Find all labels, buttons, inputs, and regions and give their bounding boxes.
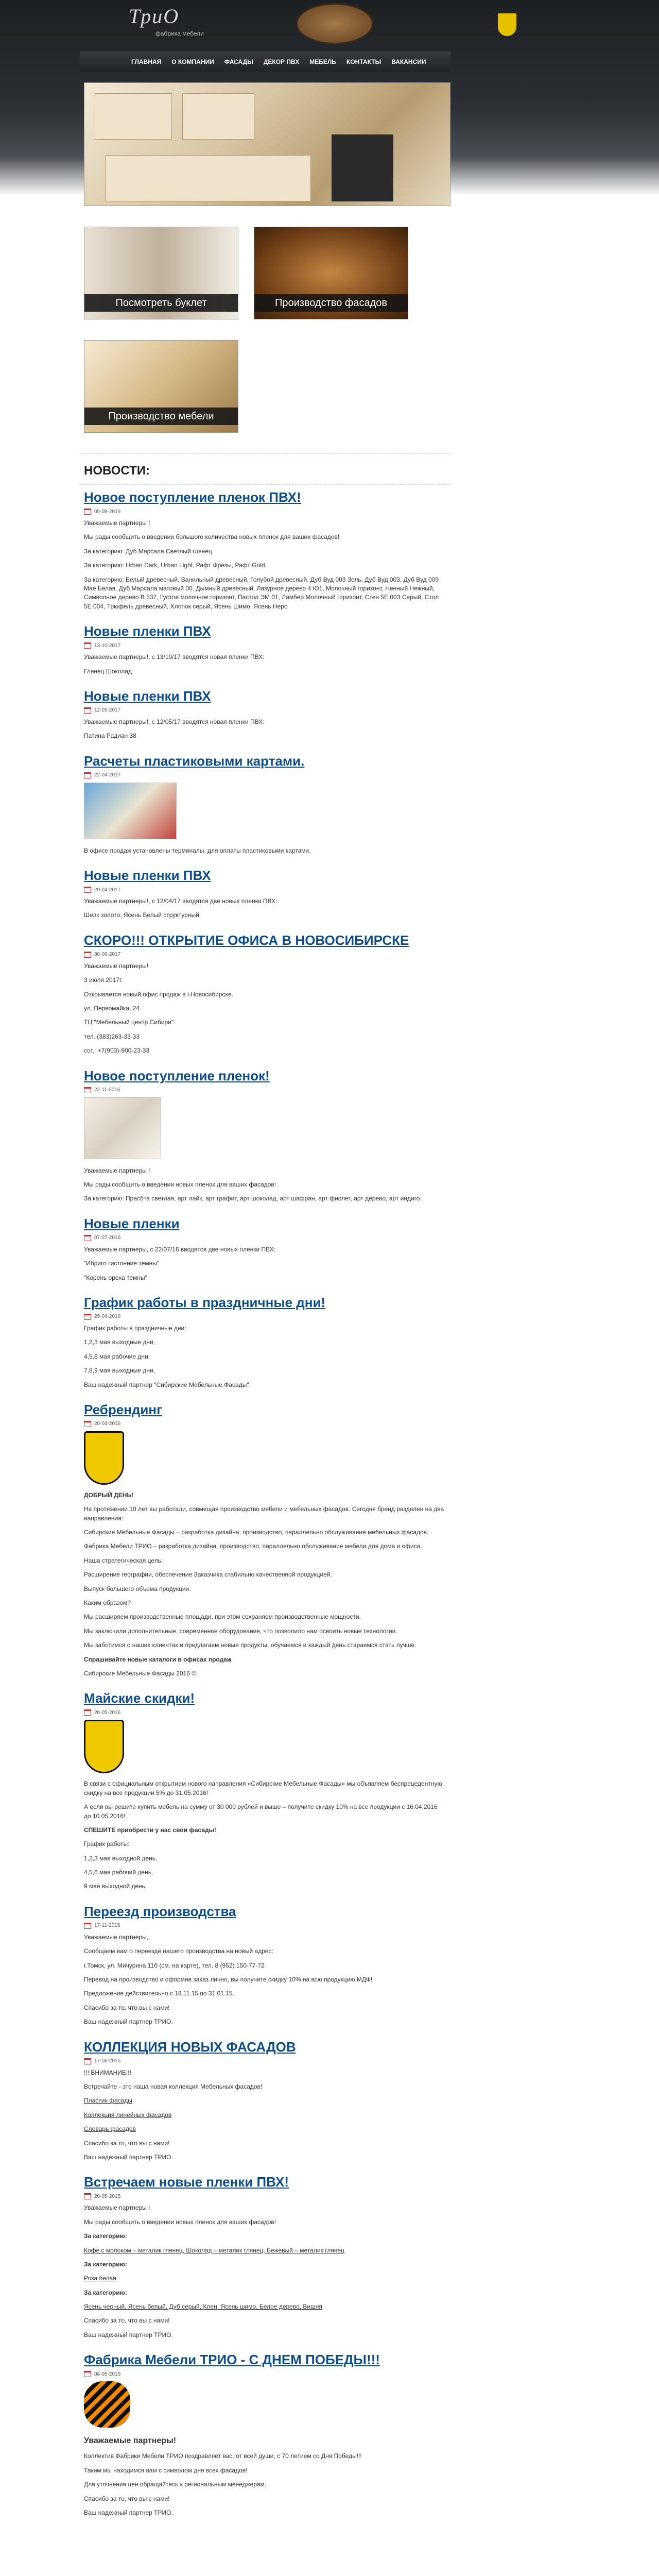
news-text: Ваш надежный партнер "Сибирские Мебельные Фасады". [84, 1381, 251, 1388]
news-text: Уважаемые партнеры! [84, 2436, 177, 2446]
news-article [84, 1904, 444, 2027]
header [80, 0, 450, 52]
facade-collection-link[interactable]: Коллекция линейных фасадов [84, 2111, 172, 2119]
calendar-icon [84, 642, 91, 649]
calendar-icon [84, 1314, 91, 1320]
news-text: Уважаемые партнеры ! [84, 1166, 150, 1174]
news-text: Каким образом? [84, 1599, 131, 1607]
film-link[interactable]: Роза белая [84, 2275, 116, 2282]
news-article-title[interactable]: Встречаем новые пленки ПВХ! [84, 2174, 289, 2190]
calendar-icon [84, 2193, 91, 2199]
calendar-icon [84, 952, 91, 958]
page-wrapper [80, 0, 450, 2516]
news-text: 3 июля 2017г. [84, 976, 123, 984]
news-text: Выпуск большего объема продукции. [84, 1585, 191, 1592]
hero-banner-image [84, 82, 450, 206]
news-text: В связи с официальным открытием нового направления «Сибирские Мебельные Фасады» мы объявляем беспрецедентную скидку на все продукции 5% до 31.05.2016! [84, 1780, 442, 1797]
news-article-title[interactable]: Новые пленки ПВХ [84, 868, 211, 884]
news-text: За категорию: [84, 2260, 127, 2268]
divider [80, 453, 450, 454]
news-text: График работы в праздничные дни: [84, 1324, 186, 1332]
calendar-icon [84, 887, 91, 893]
news-date: 17-06-2015 [84, 2058, 444, 2064]
news-text: График работы: [84, 1840, 130, 1848]
news-article [84, 1068, 444, 1204]
news-text: Сообщаем вам о переезде нашего производства на новый адрес: [84, 1947, 273, 1955]
news-date: 20-04-2017 [84, 887, 444, 893]
news-text: Расширение географии, обеспечение Заказчика стабильно качественной продукцией. [84, 1571, 332, 1579]
nav-furniture[interactable]: МЕБЕЛЬ [309, 58, 336, 65]
news-article [84, 868, 444, 920]
news-text: Уважаемые партнеры ! [84, 519, 150, 527]
news-article-title[interactable]: КОЛЛЕКЦИЯ НОВЫХ ФАСАДОВ [84, 2039, 296, 2055]
news-date: 12-05-2017 [84, 707, 444, 714]
brand-badge-icon [497, 12, 517, 37]
news-text: Уважаемые партнеры ! [84, 2204, 150, 2212]
news-text: Уважаемые партнеры, [84, 1933, 149, 1941]
facades-tile[interactable] [254, 227, 408, 319]
calendar-icon [84, 1709, 91, 1716]
news-article [84, 933, 444, 1056]
film-link[interactable]: Ясень черный, Ясень белый, Дуб серый, Клен, Ясень шимо, Белое дерево, Вишня [84, 2303, 322, 2311]
news-text: Уважаемые партнеры! [84, 962, 149, 970]
news-date: 22-04-2017 [84, 772, 444, 778]
news-article [84, 489, 444, 611]
news-text: За категорию: [84, 2289, 127, 2296]
siberian-facades-logo-image [84, 1431, 124, 1485]
news-date: 07-07-2016 [84, 1235, 444, 1241]
nav-home[interactable]: ГЛАВНАЯ [131, 58, 162, 65]
siberian-facades-logo-image [84, 1720, 124, 1773]
news-text: "Корень ореха темны" [84, 1274, 147, 1281]
news-date: 13-10-2017 [84, 642, 444, 649]
news-text: Таким мы находимся вам с символом дня всех фасадов! [84, 2466, 248, 2474]
nav-about[interactable]: О КОМПАНИИ [171, 58, 214, 65]
news-text: Спасибо за то, что вы с нами! [84, 2317, 170, 2325]
calendar-icon [84, 1235, 91, 1241]
news-text: Уважаемые партнеры!, с 13/10/17 вводятся новая пленки ПВХ: [84, 653, 265, 661]
news-article-title[interactable]: Фабрика Мебели ТРИО - С ДНЕМ ПОБЕДЫ!!! [84, 2352, 380, 2368]
news-text: За категорию: Белый древесный, Ванильный древесный, Голубой древесный, Дуб Вуд 003 Зель, Дуб Вуд 003, Дуб Вуд 009 Мае Белая, Дуб Марсала матовый 00, Дымный древесный, Лазурное дерево 4 Ю1, Молочный горизонт, Ненный Нежный, Символное дерево В 537, Густое молочное горизонт, Пастол ЭМ 01, Ламбер Молочный горизонт, Стен 5Е 003 Серый, Стол 5Е 004, Трюфель древесный, Хлопок серый, Ясень Шимо, Ясень Неро [84, 575, 439, 610]
furniture-tile[interactable] [84, 340, 238, 433]
news-text: Мы рады сообщить о введении большого количества новых пленок для ваших фасадов! [84, 533, 340, 541]
pvc-film-sample-image [84, 1097, 161, 1159]
news-article [84, 1295, 444, 1389]
news-text: Глянец Шоколад [84, 667, 132, 675]
logo-text: ТриО [129, 5, 180, 28]
news-text: А если вы решите купить мебель на сумму от 30 000 рублей и выше – получите скидку 10% на все продукции с 16.04.2016 до 10.05.2016! [84, 1803, 438, 1820]
news-text: 1,2,3 мая выходные дни, [84, 1338, 155, 1346]
news-text: Открывается новый офис продаж в г.Новосибирске. [84, 990, 233, 998]
news-article-title[interactable]: Новые пленки ПВХ [84, 688, 211, 704]
facades-tile-caption: Производство фасадов [254, 294, 408, 312]
logo-subtitle: фабрика мебели [155, 30, 204, 37]
news-text: ДОБРЫЙ ДЕНЬ! [84, 1491, 134, 1499]
calendar-icon [84, 1087, 91, 1093]
news-text: !!! ВНИМАНИЕ!!! [84, 2069, 131, 2076]
news-text: "Ибриго гистонние темны" [84, 1260, 160, 1267]
news-article-title[interactable]: Майские скидки! [84, 1690, 195, 1706]
st-george-ribbon-image [84, 2381, 130, 2428]
news-article-title[interactable]: Ребрендинг [84, 1401, 162, 1417]
news-text: ТЦ "Мебельный центр Сибири" [84, 1019, 174, 1026]
news-list [84, 489, 444, 2530]
brand-plaque-image [296, 3, 373, 44]
news-text: В офисе продаж установлены терминалы, для оплаты пластиковыми картами. [84, 846, 311, 854]
divider [80, 484, 450, 485]
news-text: Спасибо за то, что вы с нами! [84, 2139, 170, 2147]
news-text: г.Томск, ул. Мичурина 11б (см. на карте), тел. 8 (952) 150-77-72 [84, 1961, 265, 1969]
calendar-icon [84, 1923, 91, 1929]
news-text: Коллектив Фабрики Мебели ТРИО поздравляет вас, от всей души, с 70 летием со Дня Победы!!! [84, 2452, 362, 2460]
news-text: Патина Радиан 38 [84, 732, 136, 740]
news-text: сот.: +7(903)-900-23-33 [84, 1047, 150, 1055]
news-text: Фабрика Мебели ТРИО – разработка дизайна, производство, параллельно обслуживание мебели для дома и офиса. [84, 1543, 422, 1550]
news-text: Спасибо за то, что вы с нами! [84, 2495, 170, 2502]
facade-collection-link[interactable]: Словарь фасадов [84, 2125, 136, 2133]
news-text: Спасибо за то, что вы с нами! [84, 2004, 170, 2011]
news-text: Наша стратегическая цель: [84, 1556, 163, 1564]
calendar-icon [84, 2371, 91, 2377]
main-nav [80, 52, 450, 72]
news-text: 4,5,6 мая рабочий день, [84, 1869, 153, 1876]
news-text: Уважаемые партнеры, с 22/07/16 вводятся две новых пленки ПВХ: [84, 1245, 275, 1253]
booklet-tile-caption: Посмотреть буклет [84, 294, 238, 312]
news-article [84, 688, 444, 741]
news-article [84, 2039, 444, 2162]
news-text: Встречайте - это наша новая коллекция Мебельных фасадов! [84, 2083, 263, 2090]
news-text: На протяжении 10 лет вы работали, совмещая производство мебели и мебельных фасадов. Сегодня бренд разделен на два направления: [84, 1505, 444, 1522]
news-article [84, 623, 444, 676]
news-text: СПЕШИТЕ приобрести у нас свои фасады! [84, 1826, 216, 1834]
news-text: Уважаемые партнеры!, с 12/05/17 вводятся новая пленки ПВХ: [84, 718, 265, 725]
calendar-icon [84, 1421, 91, 1427]
news-date: 29-04-2016 [84, 1314, 444, 1320]
news-text: Мы рады сообщить о введении новых пленок для ваших фасадов! [84, 1180, 276, 1188]
news-text: ул. Первомайка, 24 [84, 1005, 140, 1012]
calendar-icon [84, 509, 91, 515]
news-heading: НОВОСТИ: [84, 464, 150, 478]
news-text: За категорию: Urban Dark, Urban Light, Рафт Фрезы, Рафт Gold, [84, 562, 267, 569]
news-article [84, 1690, 444, 1891]
news-text: Сибирские Мебельные Фасады – разработка дизайна, производство, параллельно обслуживание мебельных фасадов. [84, 1529, 429, 1536]
news-article-title[interactable]: Новое поступление пленок! [84, 1067, 270, 1083]
news-text: 7,8,9 мая выходные дни, [84, 1367, 155, 1375]
news-article-title[interactable]: График работы в праздничные дни! [84, 1294, 326, 1310]
news-date: 20-05-2015 [84, 2193, 444, 2199]
news-text: Ваш надежный партнер ТРИО. [84, 2153, 173, 2161]
news-text: За категорию: [84, 2232, 127, 2240]
booklet-tile[interactable] [84, 227, 238, 319]
news-date: 20-04-2016 [84, 1421, 444, 1427]
news-article [84, 753, 444, 855]
news-text: Мы заботимся о наших клиентах и предлагаем новые продукты, обучаемся и каждый день стараемся стать лучше. [84, 1641, 417, 1649]
news-text: Перевод на производство и оформив заказ лично, вы получите скидку 10% на всю продукцию МДФ! [84, 1976, 373, 1984]
calendar-icon [84, 707, 91, 714]
news-date: 20-05-2016 [84, 1709, 444, 1716]
news-article-title[interactable]: Расчеты пластиковыми картами. [84, 753, 305, 769]
news-text: За категорию: Дуб Марсала Светлый глянец [84, 547, 212, 555]
film-link[interactable]: Кофе с молоком – металик глянец, Шоколад – металик глянец, Бежевый – металик глянец [84, 2246, 344, 2254]
news-text: Мы расширяем производственные площади, при этом сохраняем производственные мощности. [84, 1613, 361, 1621]
calendar-icon [84, 772, 91, 778]
news-text: Шелк золото, Ясень Белый структурный [84, 911, 199, 919]
news-text: тел. (383)263-33-33 [84, 1032, 140, 1040]
news-text: Сибирские Мебельные Фасады 2016 © [84, 1669, 197, 1677]
news-text: 1,2,3 мая выходной день, [84, 1854, 158, 1862]
news-article-title[interactable]: Переезд производства [84, 1903, 236, 1919]
news-article [84, 2352, 444, 2517]
news-date: 30-06-2017 [84, 952, 444, 958]
news-text: Ваш надежный партнер ТРИО. [84, 2018, 173, 2026]
nav-vacancies[interactable]: ВАКАНСИИ [391, 58, 426, 65]
news-article-title[interactable]: СКОРО!!! ОТКРЫТИЕ ОФИСА В НОВОСИБИРСКЕ [84, 932, 409, 948]
furniture-tile-caption: Производство мебели [84, 408, 238, 425]
news-text: Мы рады сообщить о введении новых пленок для ваших фасадов! [84, 2218, 276, 2226]
news-text: Ваш надежный партнер ТРИО. [84, 2509, 173, 2516]
news-date: 08-05-2015 [84, 2371, 444, 2377]
news-date: 22-11-2016 [84, 1087, 444, 1093]
credit-cards-image [84, 783, 177, 839]
news-text: 9 мая выходной день. [84, 1883, 147, 1890]
news-text: 4,5,6 мая рабочие дни, [84, 1352, 150, 1360]
news-article-title[interactable]: Новые пленки ПВХ [84, 623, 211, 639]
nav-pvc-decor[interactable]: ДЕКОР ПВХ [263, 58, 300, 65]
news-text: Предложение действительно с 18.11.15 по 31.01.15. [84, 1990, 234, 1997]
news-text: За категорию: Прасбта светлая, арт лайк, арт графит, арт шоколад, арт шафран, арт фиолет, арт дерево, арт индиго. [84, 1195, 422, 1202]
news-date: 17-11-2015 [84, 1923, 444, 1929]
nav-facades[interactable]: ФАСАДЫ [224, 58, 253, 65]
news-article-title[interactable]: Новое поступление пленок ПВХ! [84, 489, 301, 505]
facade-collection-link[interactable]: Пластик фасады [84, 2097, 132, 2105]
logo[interactable] [129, 4, 204, 37]
calendar-icon [84, 2058, 91, 2064]
news-text: Ваш надежный партнер ТРИО. [84, 2331, 173, 2338]
news-article-title[interactable]: Новые пленки [84, 1215, 180, 1231]
news-text: Уважаемые партнеры!, с 12/04/17 вводятся две новых пленки ПВХ: [84, 897, 278, 905]
nav-contacts[interactable]: КОНТАКТЫ [346, 58, 381, 65]
news-article [84, 2174, 444, 2340]
news-text: Для уточнения цен обращайтесь к региональным менеджерам. [84, 2481, 267, 2488]
news-text: Мы заключили дополнительные, современное оборудование, что позволило нам освоить новые технологии. [84, 1627, 397, 1635]
news-article [84, 1402, 444, 1678]
news-text: Спрашивайте новые каталоги в офисах продаж [84, 1655, 232, 1663]
news-article [84, 1216, 444, 1282]
news-date: 05-08-2019 [84, 509, 444, 515]
